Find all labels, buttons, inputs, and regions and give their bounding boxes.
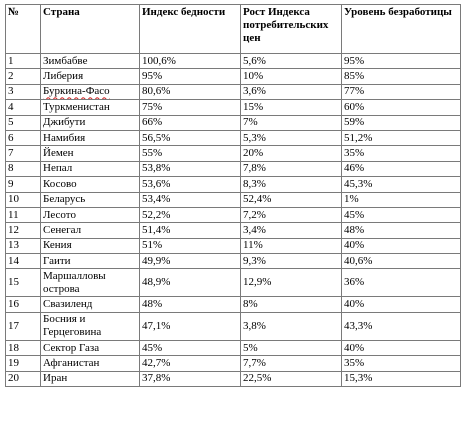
cell-country: Кения <box>41 238 140 253</box>
cell-cpi-growth: 20% <box>241 146 342 161</box>
header-number: № <box>6 5 41 54</box>
cell-number: 14 <box>6 254 41 269</box>
cell-cpi-growth: 7% <box>241 115 342 130</box>
cell-unemployment: 15,3% <box>342 371 461 386</box>
cell-unemployment: 35% <box>342 356 461 371</box>
cell-country: Маршалловы острова <box>41 269 140 297</box>
cell-number: 3 <box>6 84 41 99</box>
cell-cpi-growth: 5% <box>241 340 342 355</box>
cell-poverty-index: 53,6% <box>140 177 241 192</box>
table-row <box>6 238 461 253</box>
header-cpi-growth: Рост Индекса потребительских цен <box>241 5 342 54</box>
cell-number: 19 <box>6 356 41 371</box>
cell-unemployment: 40% <box>342 238 461 253</box>
cell-cpi-growth: 3,8% <box>241 312 342 340</box>
cell-country: Свазиленд <box>41 297 140 312</box>
cell-poverty-index: 47,1% <box>140 312 241 340</box>
table-row <box>6 130 461 145</box>
cell-number: 5 <box>6 115 41 130</box>
cell-cpi-growth: 15% <box>241 100 342 115</box>
cell-number: 9 <box>6 177 41 192</box>
cell-unemployment: 46% <box>342 161 461 176</box>
table-row <box>6 115 461 130</box>
cell-poverty-index: 80,6% <box>140 84 241 99</box>
table-row <box>6 146 461 161</box>
cell-poverty-index: 51,4% <box>140 223 241 238</box>
cell-poverty-index: 42,7% <box>140 356 241 371</box>
cell-unemployment: 43,3% <box>342 312 461 340</box>
table-body <box>6 54 461 387</box>
cell-unemployment: 1% <box>342 192 461 207</box>
cell-poverty-index: 55% <box>140 146 241 161</box>
table-row <box>6 54 461 69</box>
cell-country: Гаити <box>41 254 140 269</box>
cell-country: Туркменистан <box>41 100 140 115</box>
cell-unemployment: 95% <box>342 54 461 69</box>
cell-poverty-index: 53,8% <box>140 161 241 176</box>
cell-number: 8 <box>6 161 41 176</box>
cell-cpi-growth: 5,6% <box>241 54 342 69</box>
table-row <box>6 371 461 386</box>
cell-poverty-index: 49,9% <box>140 254 241 269</box>
cell-country: Джибути <box>41 115 140 130</box>
cell-country: Зимбабве <box>41 54 140 69</box>
cell-poverty-index: 53,4% <box>140 192 241 207</box>
header-country: Страна <box>41 5 140 54</box>
table-row <box>6 356 461 371</box>
cell-number: 15 <box>6 269 41 297</box>
cell-number: 18 <box>6 340 41 355</box>
cell-number: 12 <box>6 223 41 238</box>
cell-unemployment: 48% <box>342 223 461 238</box>
cell-unemployment: 40% <box>342 340 461 355</box>
poverty-index-table <box>5 4 461 387</box>
cell-number: 2 <box>6 69 41 84</box>
cell-country: Афганистан <box>41 356 140 371</box>
cell-number: 20 <box>6 371 41 386</box>
cell-number: 6 <box>6 130 41 145</box>
cell-unemployment: 40,6% <box>342 254 461 269</box>
cell-cpi-growth: 22,5% <box>241 371 342 386</box>
cell-cpi-growth: 3,6% <box>241 84 342 99</box>
cell-number: 4 <box>6 100 41 115</box>
cell-unemployment: 35% <box>342 146 461 161</box>
table-row <box>6 269 461 297</box>
table-row <box>6 254 461 269</box>
table-row <box>6 100 461 115</box>
table-row <box>6 312 461 340</box>
cell-unemployment: 60% <box>342 100 461 115</box>
table-row <box>6 192 461 207</box>
cell-poverty-index: 37,8% <box>140 371 241 386</box>
cell-poverty-index: 66% <box>140 115 241 130</box>
cell-cpi-growth: 3,4% <box>241 223 342 238</box>
cell-country: Сенегал <box>41 223 140 238</box>
cell-poverty-index: 48,9% <box>140 269 241 297</box>
cell-poverty-index: 52,2% <box>140 207 241 222</box>
cell-number: 1 <box>6 54 41 69</box>
cell-country: Сектор Газа <box>41 340 140 355</box>
cell-country: Буркина-Фасо <box>41 84 140 99</box>
table-row <box>6 297 461 312</box>
cell-country: Либерия <box>41 69 140 84</box>
cell-poverty-index: 56,5% <box>140 130 241 145</box>
table-row <box>6 223 461 238</box>
cell-number: 17 <box>6 312 41 340</box>
cell-country: Непал <box>41 161 140 176</box>
cell-cpi-growth: 9,3% <box>241 254 342 269</box>
cell-number: 13 <box>6 238 41 253</box>
table-row <box>6 161 461 176</box>
cell-poverty-index: 100,6% <box>140 54 241 69</box>
cell-unemployment: 40% <box>342 297 461 312</box>
cell-cpi-growth: 8% <box>241 297 342 312</box>
cell-cpi-growth: 7,8% <box>241 161 342 176</box>
table-row <box>6 69 461 84</box>
cell-country: Йемен <box>41 146 140 161</box>
table-row <box>6 207 461 222</box>
header-unemployment: Уровень безработицы <box>342 5 461 54</box>
cell-poverty-index: 51% <box>140 238 241 253</box>
cell-cpi-growth: 52,4% <box>241 192 342 207</box>
cell-poverty-index: 95% <box>140 69 241 84</box>
cell-cpi-growth: 7,2% <box>241 207 342 222</box>
cell-unemployment: 77% <box>342 84 461 99</box>
cell-unemployment: 45,3% <box>342 177 461 192</box>
cell-country: Босния и Герцеговина <box>41 312 140 340</box>
cell-cpi-growth: 8,3% <box>241 177 342 192</box>
table-row <box>6 340 461 355</box>
cell-number: 10 <box>6 192 41 207</box>
cell-unemployment: 59% <box>342 115 461 130</box>
cell-poverty-index: 48% <box>140 297 241 312</box>
cell-cpi-growth: 10% <box>241 69 342 84</box>
cell-cpi-growth: 12,9% <box>241 269 342 297</box>
cell-country: Беларусь <box>41 192 140 207</box>
table-header-row <box>6 5 461 54</box>
cell-country: Намибия <box>41 130 140 145</box>
cell-cpi-growth: 7,7% <box>241 356 342 371</box>
cell-poverty-index: 75% <box>140 100 241 115</box>
cell-number: 11 <box>6 207 41 222</box>
cell-unemployment: 85% <box>342 69 461 84</box>
cell-country: Лесото <box>41 207 140 222</box>
cell-country: Косово <box>41 177 140 192</box>
cell-number: 16 <box>6 297 41 312</box>
cell-cpi-growth: 11% <box>241 238 342 253</box>
table-row <box>6 84 461 99</box>
cell-unemployment: 51,2% <box>342 130 461 145</box>
cell-number: 7 <box>6 146 41 161</box>
header-poverty-index: Индекс бедности <box>140 5 241 54</box>
table-row <box>6 177 461 192</box>
cell-unemployment: 36% <box>342 269 461 297</box>
cell-country: Иран <box>41 371 140 386</box>
cell-cpi-growth: 5,3% <box>241 130 342 145</box>
cell-poverty-index: 45% <box>140 340 241 355</box>
cell-unemployment: 45% <box>342 207 461 222</box>
